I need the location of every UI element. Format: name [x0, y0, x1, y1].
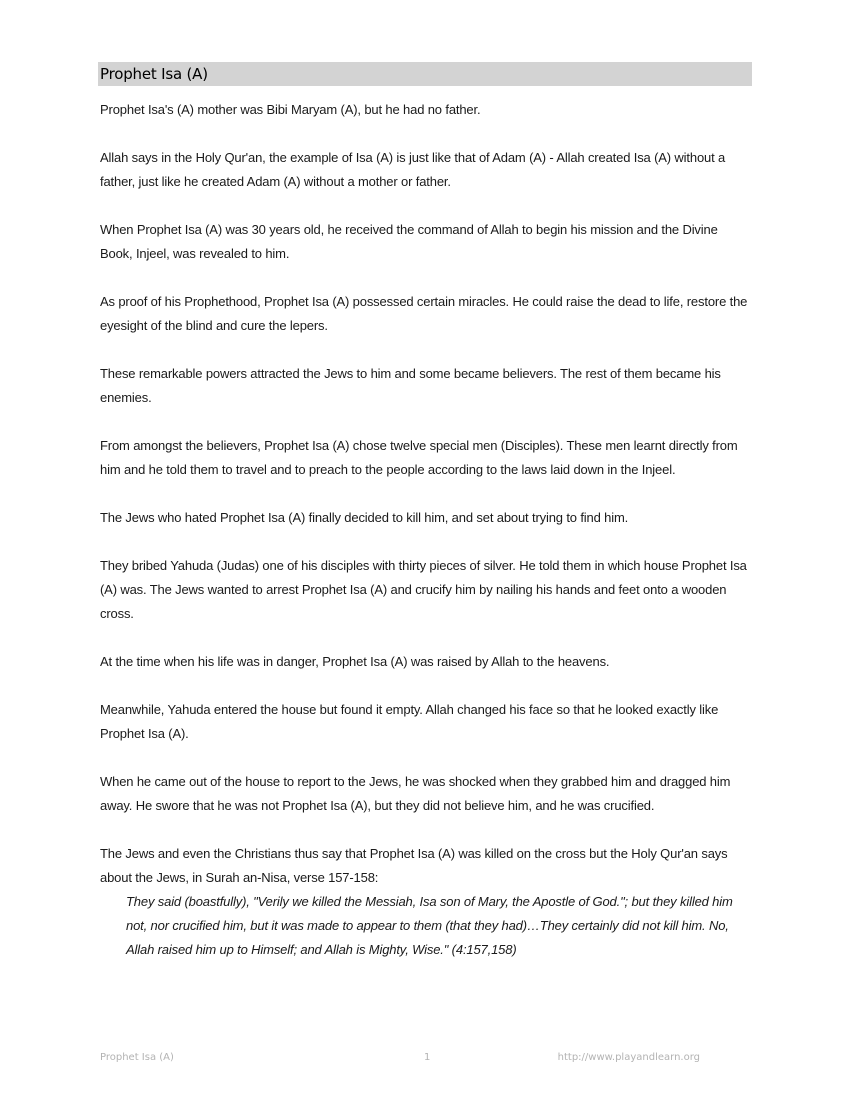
document-body [100, 98, 752, 962]
paragraph-11: When he came out of the house to report to the Jews, he was shocked when they grabbed him and dragged him away. He swore that he was not Prophet Isa (A), but they did not believe him, and he was crucified. [100, 774, 731, 813]
footer-url: http://www.playandlearn.org [557, 1052, 700, 1063]
page-title: Prophet Isa (A) [100, 65, 208, 83]
footer-page-number: 1 [424, 1052, 431, 1063]
paragraph-10: Meanwhile, Yahuda entered the house but found it empty. Allah changed his face so that he looked exactly like Prophet Isa (A). [100, 702, 719, 741]
paragraph-6: From amongst the believers, Prophet Isa (A) chose twelve special men (Disciples). These men learnt directly from him and he told them to travel and to preach to the people according to the laws laid down in the Injeel. [100, 438, 738, 477]
paragraph-12: The Jews and even the Christians thus say that Prophet Isa (A) was killed on the cross but the Holy Qur'an says about the Jews, in Surah an-Nisa, verse 157-158: [100, 846, 728, 885]
paragraph-1: Prophet Isa's (A) mother was Bibi Maryam (A), but he had no father. [100, 102, 481, 117]
paragraph-5: These remarkable powers attracted the Jews to him and some became believers. The rest of them became his enemies. [100, 366, 721, 405]
paragraph-2: Allah says in the Holy Qur'an, the example of Isa (A) is just like that of Adam (A) - Allah created Isa (A) without a father, just like he created Adam (A) without a mother or father. [100, 150, 726, 189]
page-footer [100, 1050, 700, 1066]
paragraph-7: The Jews who hated Prophet Isa (A) finally decided to kill him, and set about trying to find him. [100, 510, 629, 525]
paragraph-3: When Prophet Isa (A) was 30 years old, he received the command of Allah to begin his mission and the Divine Book, Injeel, was revealed to him. [100, 222, 718, 261]
title-bar [98, 62, 752, 86]
paragraph-4: As proof of his Prophethood, Prophet Isa (A) possessed certain miracles. He could raise the dead to life, restore the eyesight of the blind and cure the lepers. [100, 294, 748, 333]
quranic-quote: They said (boastfully), "Verily we killed the Messiah, Isa son of Mary, the Apostle of God."; but they killed him not, nor crucified him, but it was made to appear to them (that they had)…They certainly did not kill him. No, Allah raised him up to Himself; and Allah is Mighty, Wise." (4:157,158) [126, 894, 733, 957]
paragraph-9: At the time when his life was in danger, Prophet Isa (A) was raised by Allah to the heavens. [100, 654, 610, 669]
paragraph-8: They bribed Yahuda (Judas) one of his disciples with thirty pieces of silver. He told them in which house Prophet Isa (A) was. The Jews wanted to arrest Prophet Isa (A) and crucify him by nailing his hands and feet onto a wooden cross. [100, 558, 747, 621]
footer-title: Prophet Isa (A) [100, 1052, 174, 1063]
